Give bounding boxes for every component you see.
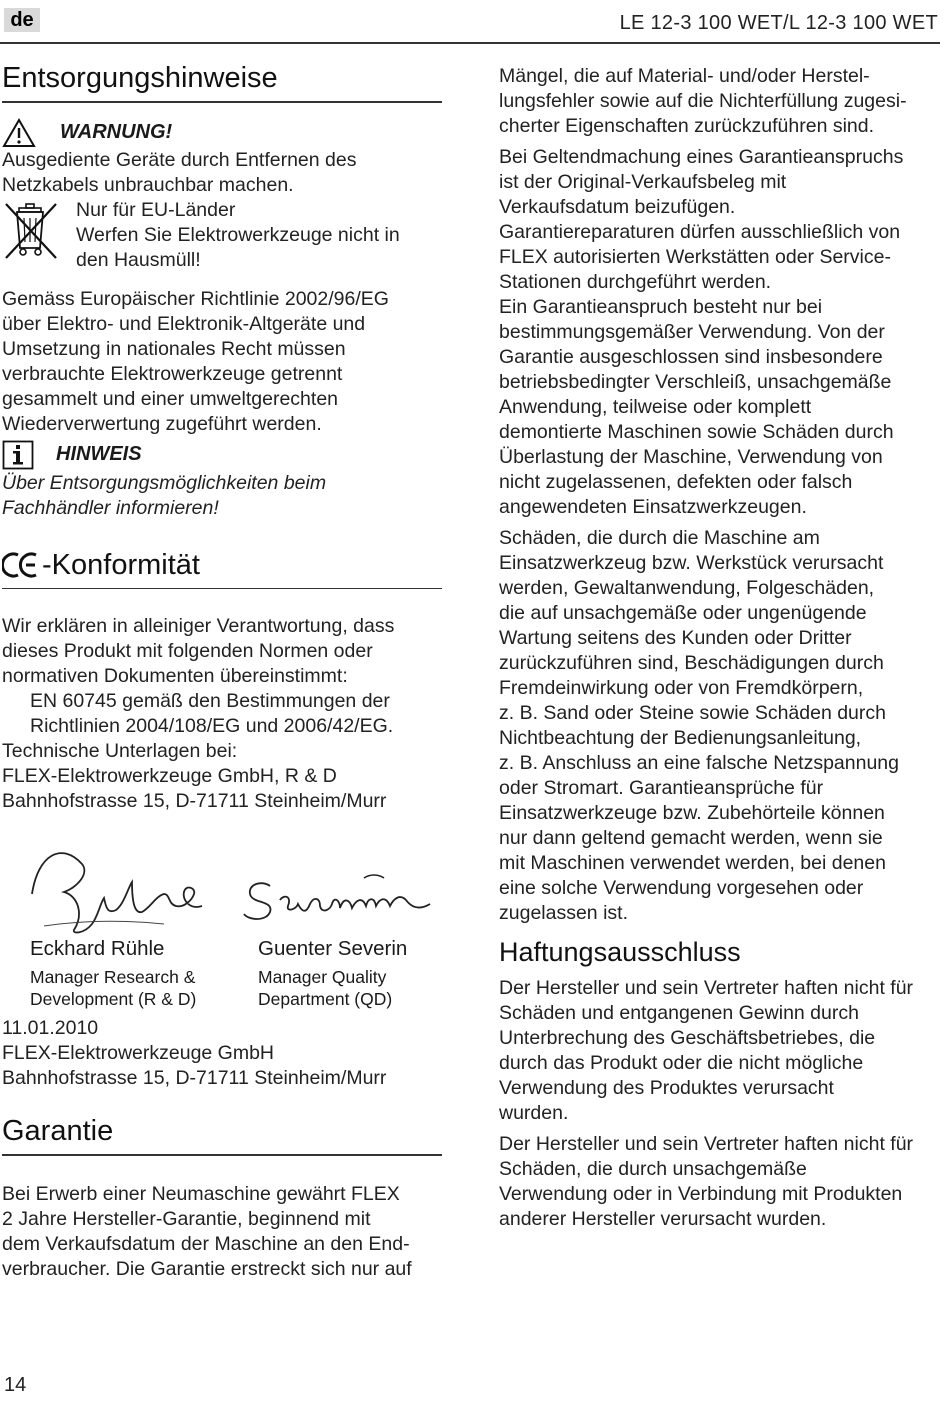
right-line: mit Maschinen verwendet werden, bei denen [499,852,886,874]
signatory-role: Manager Research & [30,967,196,987]
crossed-bin-icon [2,198,60,262]
declaration-line: normativen Dokumenten übereinstimmt: [2,665,348,687]
warranty-line: dem Verkaufsdatum der Maschine an den End- [2,1232,410,1255]
right-line: Stationen durchgeführt werden. [499,271,772,293]
right-line: betriebsbedingter Verschleiß, unsachgemäße [499,371,892,393]
directive-line: verbrauchte Elektrowerkzeuge getrennt [2,362,343,385]
header-divider [0,42,940,44]
right-line: FLEX autorisierten Werkstätten oder Service- [499,246,891,268]
signatory-severin [258,936,407,1010]
right-line: Verwendung des Produktes verursacht [499,1077,834,1099]
warranty-line: 2 Jahre Hersteller-Garantie, beginnend mit [2,1207,371,1230]
right-line: nicht zugelassenen, defekten oder falsch [499,471,853,493]
right-line: eine solche Verwendung vorgesehen oder [499,877,864,899]
signatures-area [2,832,442,1009]
conformity-heading-rule [2,588,442,590]
warranty-paragraph [2,1182,442,1282]
page-number: 14 [4,1374,27,1396]
right-line: angewendeten Einsatzwerkzeugen. [499,496,807,518]
hint-text-line: Über Entsorgungsmöglichkeiten beim [2,471,327,494]
right-line: werden, Gewaltanwendung, Folgeschäden, [499,577,875,599]
right-line: Schäden, die durch unsachgemäße [499,1158,807,1180]
warning-text-line: Ausgediente Geräte durch Entfernen des [2,148,357,171]
directive-paragraph [2,287,442,437]
right-line: durch das Produkt oder die nicht mögliche [499,1052,864,1074]
right-line: ist der Original-Verkaufsbeleg mit [499,171,787,193]
disposal-heading: Entsorgungshinweise [2,62,278,94]
conformity-heading-text: -Konformität [42,548,200,581]
directive-line: gesammelt und einer umweltgerechten [2,387,339,410]
warning-label: WARNUNG! [60,121,173,143]
liability-paragraph-2 [499,1132,944,1232]
declaration-line: dieses Produkt mit folgenden Normen oder [2,640,373,662]
right-line: Bei Geltendmachung eines Garantieanspruchs [499,146,904,168]
signature-ruehle [24,834,224,944]
liability-heading: Haftungsausschluss [499,937,741,967]
warranty-heading-rule [2,1154,442,1156]
weee-row [2,198,442,273]
signatory-role: Development (R & D) [30,989,197,1009]
signatory-name: Guenter Severin [258,937,408,960]
eu-notice-line: Werfen Sie Elektrowerkzeuge nicht in [76,223,400,246]
right-line: Unterbrechung des Geschäftsbetriebes, die [499,1027,876,1049]
directive-line: Gemäss Europäischer Richtlinie 2002/96/EG [2,287,389,310]
warranty-continued-paragraph [499,64,944,139]
right-line: Garantiereparaturen dürfen ausschließlich von [499,221,901,243]
warranty-heading: Garantie [2,1115,114,1147]
warning-triangle-icon [2,118,36,148]
warning-text-line: Netzkabels unbrauchbar machen. [2,173,294,196]
info-icon [2,440,34,470]
right-line: wurden. [499,1102,569,1124]
warning-row [2,118,442,148]
right-line: Der Hersteller und sein Vertreter haften nicht für [499,977,914,999]
right-line: Nichtbeachtung der Bedienungsanleitung, [499,727,862,749]
right-line: oder Stromart. Garantieansprüche für [499,777,824,799]
warranty-line: Bei Erwerb einer Neumaschine gewährt FLEX [2,1182,400,1205]
right-line: Einsatzwerkzeuge bzw. Zubehörteile können [499,802,885,824]
signatory-name: Eckhard Rühle [30,937,165,960]
standards-line: EN 60745 gemäß den Bestimmungen der [30,690,390,712]
signatory-role: Manager Quality [258,967,387,987]
eu-notice [76,198,400,273]
warranty-line: verbraucher. Die Garantie erstreckt sich nur auf [2,1257,412,1280]
right-line: z. B. Sand oder Steine sowie Schäden durch [499,702,886,724]
signature-severin [240,860,440,940]
right-line: Der Hersteller und sein Vertreter haften nicht für [499,1133,914,1155]
right-line: Anwendung, teilweise oder komplett [499,396,812,418]
right-line: Schäden, die durch die Maschine am [499,527,820,549]
right-line: z. B. Anschluss an eine falsche Netzspannung [499,752,899,774]
directive-line: über Elektro- und Elektronik-Altgeräte und [2,312,366,335]
right-line: lungsfehler sowie auf die Nichterfüllung zugesi- [499,90,907,112]
right-line: zurückzuführen sind, Beschädigungen durch [499,652,884,674]
directive-line: Umsetzung in nationales Recht müssen [2,337,346,360]
damages-paragraph [499,526,944,926]
hint-label: HINWEIS [56,443,142,465]
technical-docs-line: FLEX-Elektrowerkzeuge GmbH, R & D [2,765,337,787]
right-line: demontierte Maschinen sowie Schäden durch [499,421,894,443]
right-line: Schäden und entgangenen Gewinn durch [499,1002,859,1024]
hint-text-line: Fachhändler informieren! [2,496,219,519]
right-column [499,64,944,1232]
right-line: Einsatzwerkzeug bzw. Werkstück verursacht [499,552,884,574]
right-line: zugelassen ist. [499,902,628,924]
left-column [2,60,442,1282]
footer-address: Bahnhofstrasse 15, D-71711 Steinheim/Murr [2,1067,387,1089]
directive-line: Wiederverwertung zugeführt werden. [2,412,322,435]
right-line: Garantie ausgeschlossen sind insbesondere [499,346,883,368]
liability-paragraph-1 [499,976,944,1126]
declaration-line: Wir erklären in alleiniger Verantwortung, dass [2,615,395,637]
right-line: Fremdeinwirkung oder von Fremdkörpern, [499,677,864,699]
language-badge: de [4,8,40,32]
warranty-claims-paragraph [499,145,944,520]
technical-docs-line: Technische Unterlagen bei: [2,740,238,762]
declaration-paragraph [2,614,442,814]
technical-docs-line: Bahnhofstrasse 15, D-71711 Steinheim/Murr [2,790,387,812]
conformity-footer [2,1016,442,1091]
right-line: bestimmungsgemäßer Verwendung. Von der [499,321,885,343]
ce-mark-icon [2,550,40,580]
signatory-role: Department (QD) [258,989,393,1009]
right-line: Verwendung oder in Verbindung mit Produkten [499,1183,903,1205]
right-line: Wartung seitens des Kunden oder Dritter [499,627,852,649]
standards-line: Richtlinien 2004/108/EG und 2006/42/EG. [30,715,394,737]
footer-company: FLEX-Elektrowerkzeuge GmbH [2,1042,275,1064]
eu-notice-line: den Hausmüll! [76,248,201,271]
disposal-heading-rule [2,101,442,103]
conformity-heading [2,547,442,583]
hint-row [2,439,442,471]
right-line: nur dann geltend gemacht werden, wenn sie [499,827,883,849]
right-line: Ein Garantieanspruch besteht nur bei [499,296,823,318]
right-line: Verkaufsdatum beizufügen. [499,196,736,218]
right-line: Mängel, die auf Material- und/oder Herstel- [499,65,870,87]
right-line: Überlastung der Maschine, Verwendung von [499,446,883,468]
right-line: cherter Eigenschaften zurückzuführen sind. [499,115,875,137]
model-title: LE 12-3 100 WET/L 12-3 100 WET [619,12,938,34]
signatory-ruehle [30,936,196,1010]
right-line: die auf unsachgemäße oder ungenügende [499,602,867,624]
right-line: anderer Hersteller verursacht wurden. [499,1208,827,1230]
eu-notice-line: Nur für EU-Länder [76,198,236,221]
footer-date: 11.01.2010 [2,1017,99,1039]
